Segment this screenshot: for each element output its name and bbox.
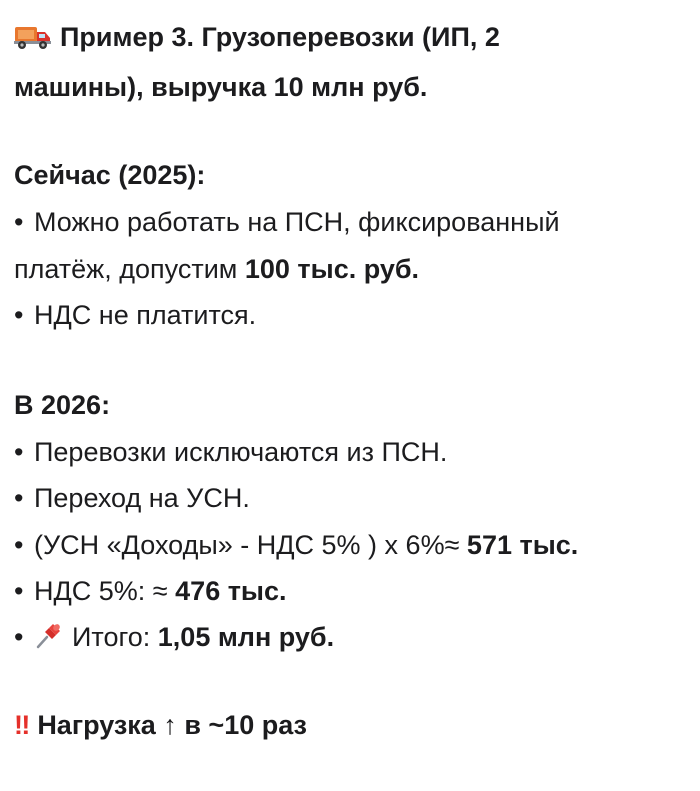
bullet: •: [14, 576, 24, 606]
conclusion: [14, 708, 307, 742]
bullet: •: [14, 207, 24, 237]
list-item: [14, 298, 256, 332]
conclusion-text: Нагрузка ↑ в ~10 раз: [37, 710, 307, 740]
bullet: •: [14, 622, 24, 652]
list-item-text: НДС не платится.: [34, 300, 257, 330]
list-item: [14, 620, 334, 658]
list-item-text: Переход на УСН.: [34, 483, 250, 513]
list-item-text: Можно работать на ПСН, фиксированный: [34, 207, 560, 237]
bullet: •: [14, 483, 24, 513]
list-item-text: НДС 5%: ≈: [34, 576, 168, 606]
total-amount: 1,05 млн руб.: [157, 622, 335, 652]
bullet: •: [14, 530, 24, 560]
list-item: [14, 481, 250, 515]
list-item-text: платёж, допустим: [14, 254, 238, 284]
section-heading-now: Сейчас (2025):: [14, 160, 206, 190]
vat-amount: 476 тыс.: [175, 576, 287, 606]
list-item: [14, 528, 578, 562]
bullet: •: [14, 437, 24, 467]
title-line-1: [14, 20, 500, 58]
list-item: [14, 205, 560, 239]
truck-icon: [14, 24, 52, 58]
list-item-text: (УСН «Доходы» - НДС 5% ) х 6%≈: [34, 530, 460, 560]
title-line-2: машины), выручка 10 млн руб.: [14, 72, 428, 102]
title-text-1: Пример 3. Грузоперевозки (ИП, 2: [60, 22, 500, 52]
usn-amount: 571 тыс.: [466, 530, 579, 560]
list-item-continuation: [14, 252, 419, 286]
pushpin-icon: [34, 620, 64, 658]
double-exclamation-icon: ‼: [14, 710, 30, 740]
list-item: [14, 435, 447, 469]
bullet: •: [14, 300, 24, 330]
list-item-text: Перевозки исключаются из ПСН.: [34, 437, 448, 467]
section-heading-2026: В 2026:: [14, 390, 111, 420]
list-item-text: Итого:: [72, 622, 151, 652]
psn-amount: 100 тыс. руб.: [244, 254, 420, 284]
list-item: [14, 574, 287, 608]
